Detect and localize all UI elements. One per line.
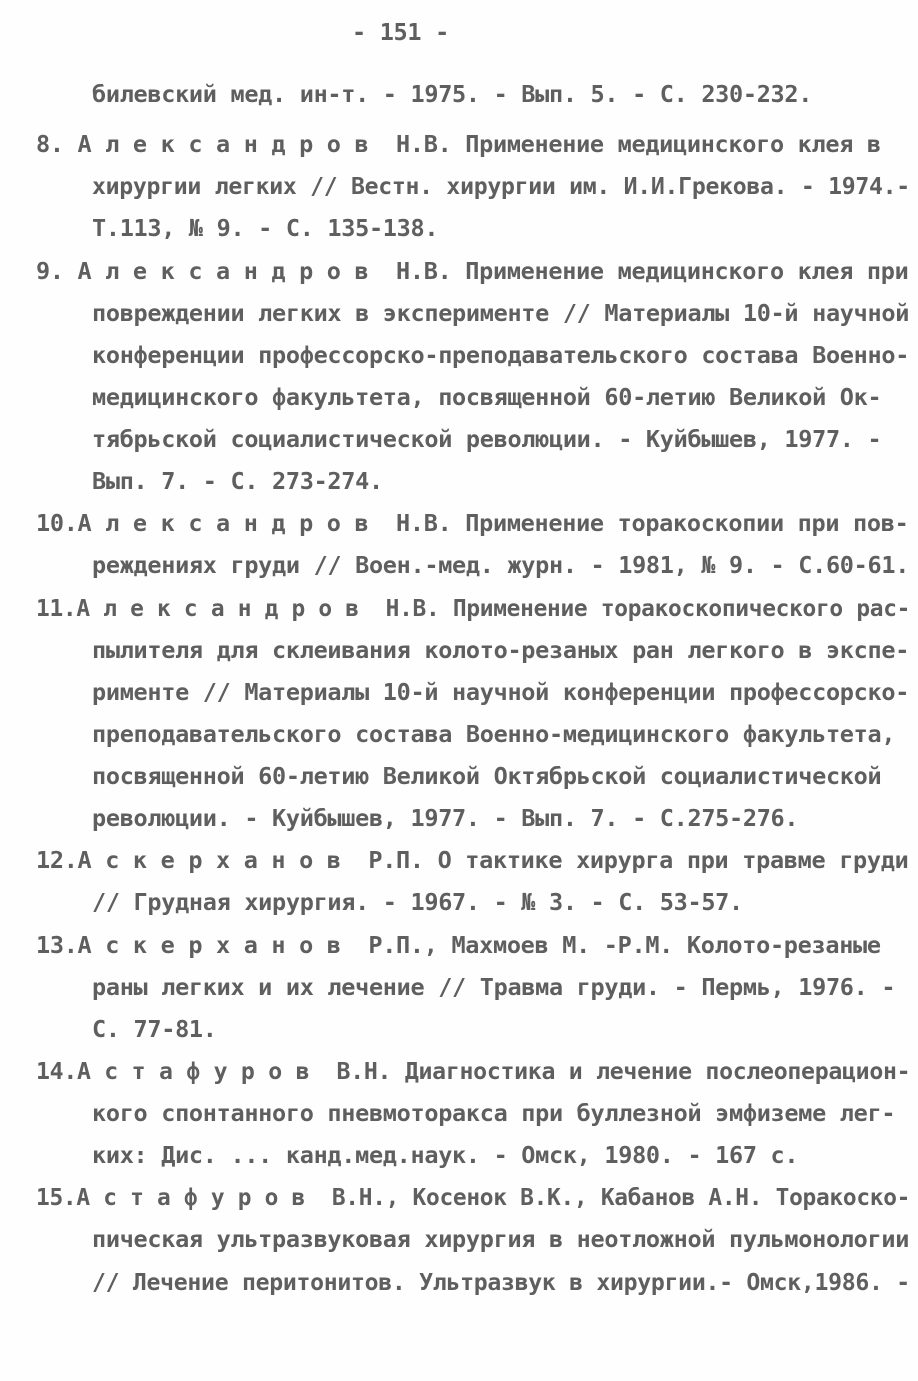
reference-entry-15: 15.А с т а ф у р о в В.Н., Косенок В.К., Кабанов А.Н. Торакоско- — [36, 1183, 911, 1211]
reference-entry-10: 10.А л е к с а н д р о в Н.В. Применение торакоскопии при пов- — [36, 509, 909, 537]
text-line: пическая ультразвуковая хирургия в неотложной пульмонологии — [92, 1225, 910, 1253]
text-line: раны легких и их лечение // Травма груди. - Пермь, 1976. - — [92, 973, 896, 1001]
text-line: С. 77-81. — [92, 1015, 217, 1043]
text-line: кого спонтанного пневмоторакса при буллезной эмфиземе лег- — [92, 1099, 896, 1127]
reference-entry-11: 11.А л е к с а н д р о в Н.В. Применение торакоскопического рас- — [36, 594, 911, 622]
page-number: - 151 - — [352, 18, 449, 46]
reference-entry-8: 8. А л е к с а н д р о в Н.В. Применение медицинского клея в — [36, 130, 881, 158]
text-line: билевский мед. ин-т. - 1975. - Вып. 5. - С. 230-232. — [92, 80, 813, 108]
text-line: ких: Дис. ... канд.мед.наук. - Омск, 1980. - 167 с. — [92, 1141, 799, 1169]
text-line: Т.113, № 9. - С. 135-138. — [92, 214, 439, 242]
text-line: медицинского факультета, посвященной 60-летию Великой Ок- — [92, 383, 882, 411]
text-line: посвященной 60-летию Великой Октябрьской социалистической — [92, 762, 882, 790]
text-line: преподавательского состава Военно-медицинского факультета, — [92, 720, 896, 748]
text-line: реждениях груди // Воен.-мед. журн. - 1981, № 9. - С.60-61. — [92, 551, 910, 579]
text-line: хирургии легких // Вестн. хирургии им. И.И.Грекова. - 1974.- — [92, 172, 910, 200]
text-line: // Грудная хирургия. - 1967. - № 3. - С. 53-57. — [92, 888, 743, 916]
reference-entry-13: 13.А с к е р х а н о в Р.П., Махмоев М. -Р.М. Колото-резаные — [36, 931, 881, 959]
text-line: // Лечение перитонитов. Ультразвук в хирургии.- Омск,1986. - — [92, 1268, 910, 1296]
text-line: конференции профессорско-преподавательского состава Военно- — [92, 341, 910, 369]
text-line: рименте // Материалы 10-й научной конференции профессорско- — [92, 678, 910, 706]
text-line: революции. - Куйбышев, 1977. - Вып. 7. - С.275-276. — [92, 804, 799, 832]
reference-entry-14: 14.А с т а ф у р о в В.Н. Диагностика и лечение послеоперацион- — [36, 1057, 911, 1085]
reference-entry-12: 12.А с к е р х а н о в Р.П. О тактике хирурга при травме груди — [36, 846, 909, 874]
text-line: тябрьской социалистической революции. - Куйбышев, 1977. - — [92, 425, 882, 453]
reference-entry-9: 9. А л е к с а н д р о в Н.В. Применение медицинского клея при — [36, 257, 909, 285]
text-line: Вып. 7. - С. 273-274. — [92, 467, 383, 495]
text-line: пылителя для склеивания колото-резаных ран легкого в экспе- — [92, 636, 910, 664]
text-line: повреждении легких в эксперименте // Материалы 10-й научной — [92, 299, 910, 327]
